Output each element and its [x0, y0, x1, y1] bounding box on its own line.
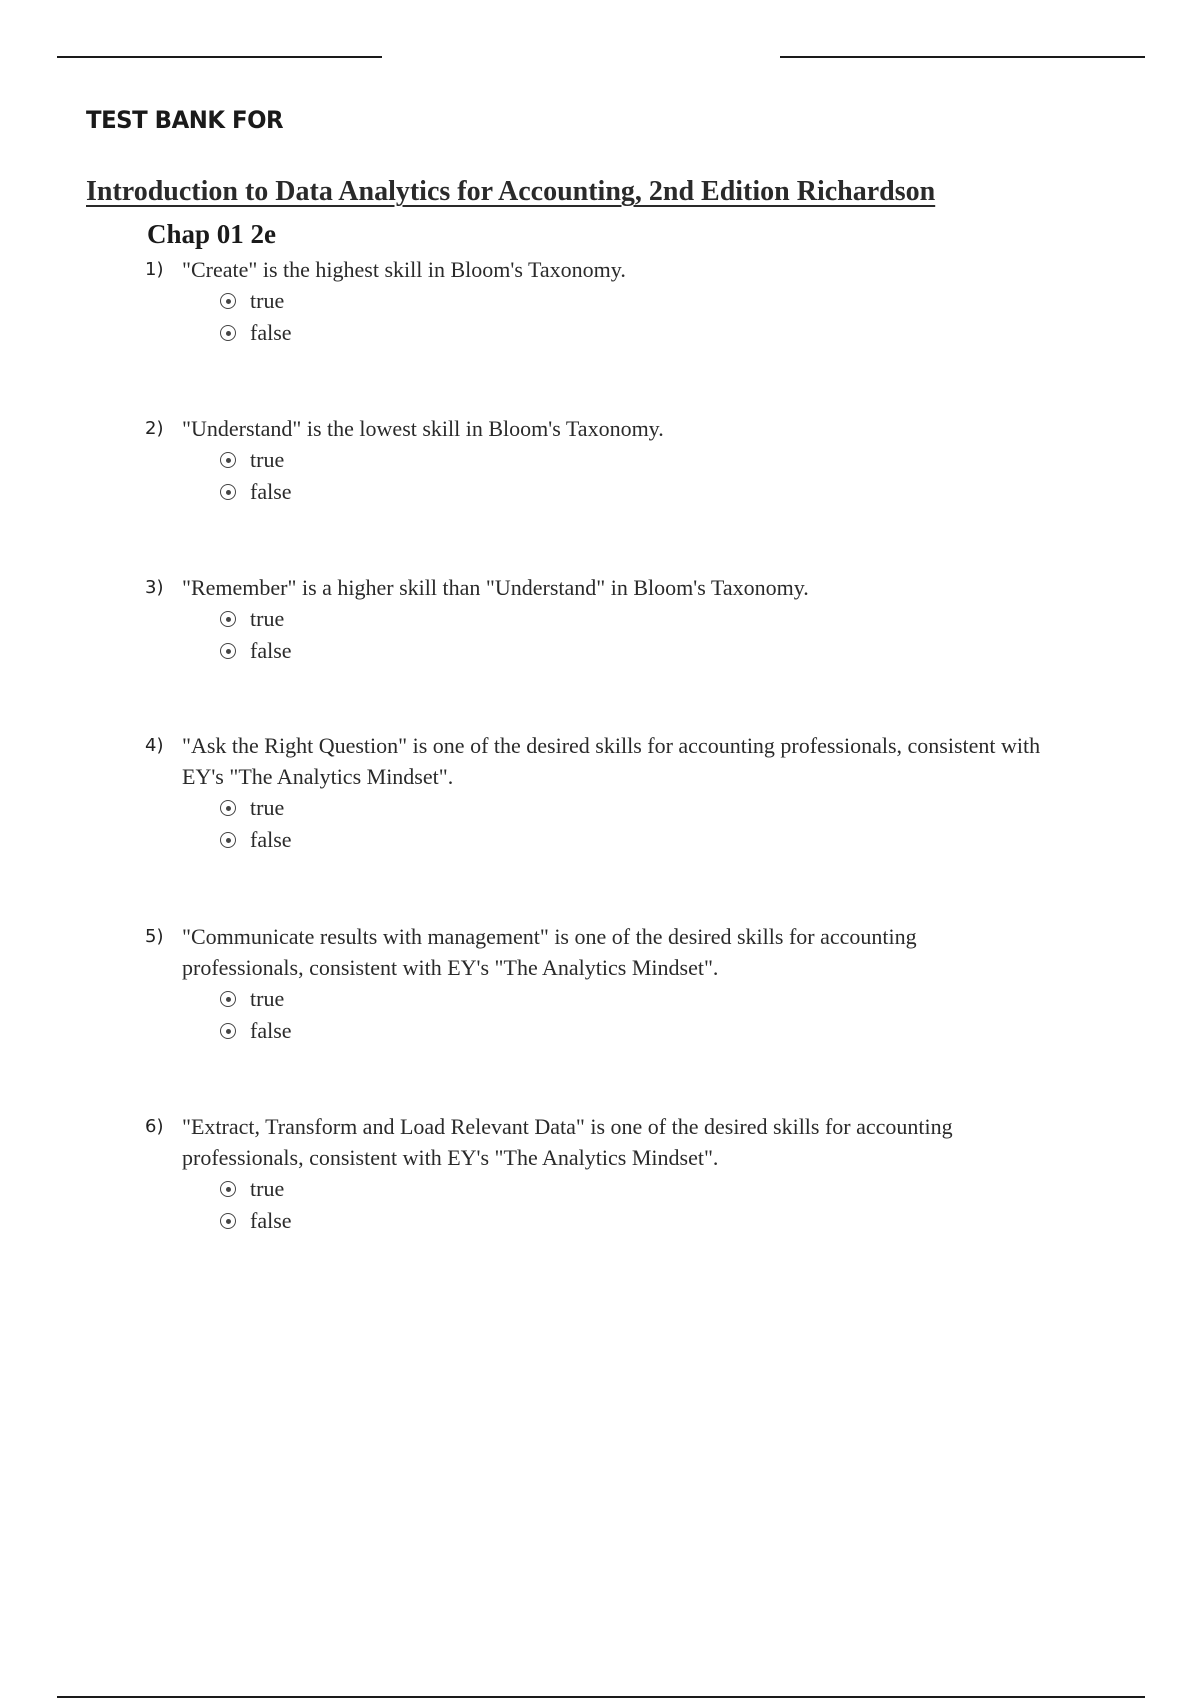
test-bank-label: TEST BANK FOR [86, 106, 284, 134]
question-number: 6) [145, 1116, 164, 1137]
radio-icon[interactable] [220, 643, 236, 659]
radio-icon[interactable] [220, 832, 236, 848]
option-label: false [250, 1018, 292, 1043]
question-6 [145, 1111, 1085, 1237]
question-number: 4) [145, 735, 164, 756]
question-text: "Ask the Right Question" is one of the desired skills for accounting professionals, consistent with EY's "The Analytics Mindset". [182, 733, 1041, 789]
radio-icon[interactable] [220, 325, 236, 341]
option-label: false [250, 479, 292, 504]
option-label: true [250, 288, 285, 313]
option-false[interactable] [220, 1205, 1085, 1237]
option-label: true [250, 795, 285, 820]
option-label: true [250, 447, 285, 472]
answer-options [220, 1173, 1085, 1237]
question-number: 3) [145, 577, 164, 598]
option-label: false [250, 320, 292, 345]
option-label: false [250, 638, 292, 663]
footer-rule [57, 1696, 1145, 1698]
question-1 [145, 254, 1085, 349]
answer-options [220, 983, 1085, 1047]
option-label: true [250, 1176, 285, 1201]
option-label: true [250, 986, 285, 1011]
option-false[interactable] [220, 1015, 1085, 1047]
radio-icon[interactable] [220, 293, 236, 309]
radio-icon[interactable] [220, 1181, 236, 1197]
book-title: Introduction to Data Analytics for Accounting, 2nd Edition Richardson [86, 176, 936, 207]
question-5 [145, 921, 1085, 1047]
option-label: false [250, 1208, 292, 1233]
answer-options [220, 285, 1085, 349]
option-label: true [250, 606, 285, 631]
option-false[interactable] [220, 476, 1085, 508]
radio-icon[interactable] [220, 452, 236, 468]
radio-icon[interactable] [220, 800, 236, 816]
question-number: 5) [145, 926, 164, 947]
question-number: 1) [145, 259, 164, 280]
chapter-heading: Chap 01 2e [147, 219, 277, 249]
header-rule-left [57, 56, 382, 58]
answer-options [220, 792, 1085, 856]
radio-icon[interactable] [220, 484, 236, 500]
option-true[interactable] [220, 603, 1085, 635]
question-text: "Communicate results with management" is one of the desired skills for accounting professionals, consistent with EY's "The Analytics Mindset". [182, 924, 917, 980]
radio-icon[interactable] [220, 1213, 236, 1229]
option-false[interactable] [220, 824, 1085, 856]
option-true[interactable] [220, 1173, 1085, 1205]
radio-icon[interactable] [220, 991, 236, 1007]
question-text: "Remember" is a higher skill than "Understand" in Bloom's Taxonomy. [182, 575, 809, 600]
radio-icon[interactable] [220, 1023, 236, 1039]
header-rule-right [780, 56, 1145, 58]
option-true[interactable] [220, 285, 1085, 317]
question-text: "Create" is the highest skill in Bloom's Taxonomy. [182, 257, 626, 282]
radio-icon[interactable] [220, 611, 236, 627]
answer-options [220, 603, 1085, 667]
option-false[interactable] [220, 317, 1085, 349]
option-false[interactable] [220, 635, 1085, 667]
option-label: false [250, 827, 292, 852]
option-true[interactable] [220, 792, 1085, 824]
question-text: "Extract, Transform and Load Relevant Data" is one of the desired skills for accounting professionals, consistent with EY's "The Analytics Mindset". [182, 1114, 953, 1170]
question-text: "Understand" is the lowest skill in Bloom's Taxonomy. [182, 416, 664, 441]
question-3 [145, 572, 1085, 667]
option-true[interactable] [220, 444, 1085, 476]
question-number: 2) [145, 418, 164, 439]
option-true[interactable] [220, 983, 1085, 1015]
question-4 [145, 730, 1085, 856]
question-2 [145, 413, 1085, 508]
answer-options [220, 444, 1085, 508]
